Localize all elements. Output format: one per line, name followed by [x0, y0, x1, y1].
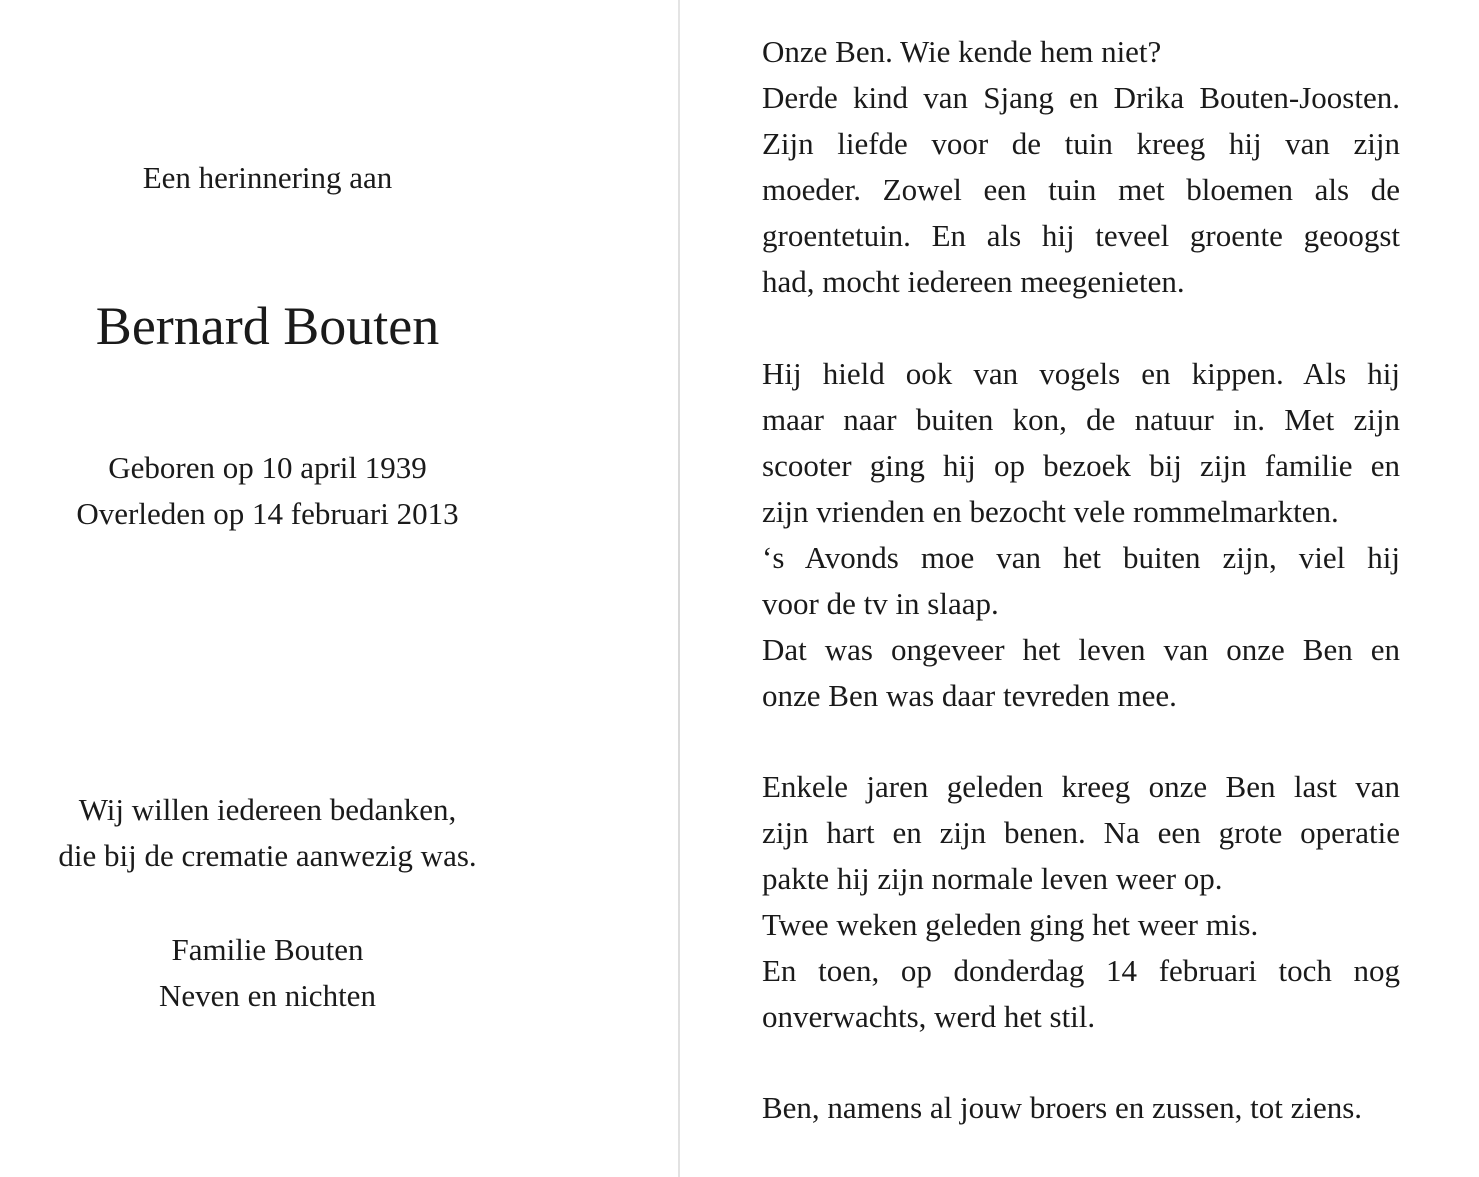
text-line: scooter ging hij op bezoek bij zijn familie en — [762, 448, 1400, 483]
text-line: Twee weken geleden ging het weer mis. — [762, 907, 1259, 942]
text-line: groentetuin. En als hij teveel groente geoogst — [762, 218, 1400, 253]
memorial-paragraph — [762, 351, 1400, 719]
text-line: Zijn liefde voor de tuin kreeg hij van zijn — [762, 126, 1400, 161]
text-line: had, mocht iedereen meegenieten. — [762, 264, 1185, 299]
family-line: Neven en nichten — [159, 978, 376, 1013]
memorial-paragraph — [762, 764, 1400, 1040]
birth-date: Geboren op 10 april 1939 — [108, 450, 427, 485]
thanks-line: Wij willen iedereen bedanken, — [78, 792, 457, 827]
family-line: Familie Bouten — [171, 932, 364, 967]
family-signature — [0, 927, 535, 1019]
text-line: zijn hart en zijn benen. Na een grote operatie — [762, 815, 1400, 850]
intro-text: Een herinnering aan — [142, 160, 393, 195]
thanks-line: die bij de crematie aanwezig was. — [58, 838, 477, 873]
text-line: En toen, op donderdag 14 februari toch nog — [762, 953, 1400, 988]
deceased-name: Bernard Bouten — [95, 296, 440, 356]
text-line: Derde kind van Sjang en Drika Bouten-Joosten. — [762, 80, 1400, 115]
text-line: Enkele jaren geleden kreeg onze Ben last van — [762, 769, 1400, 804]
thanks-message — [0, 787, 535, 879]
death-date: Overleden op 14 februari 2013 — [76, 496, 459, 531]
memorial-paragraph — [762, 1085, 1400, 1131]
text-line: onze Ben was daar tevreden mee. — [762, 678, 1177, 713]
text-line: onverwachts, werd het stil. — [762, 999, 1096, 1034]
life-dates — [0, 445, 535, 537]
text-line: ‘s Avonds moe van het buiten zijn, viel hij — [762, 540, 1400, 575]
farewell-line: Ben, namens al jouw broers en zussen, tot ziens. — [762, 1090, 1363, 1125]
text-line: zijn vrienden en bezocht vele rommelmarkten. — [762, 494, 1339, 529]
text-line: Dat was ongeveer het leven van onze Ben en — [762, 632, 1400, 667]
right-page — [682, 0, 1479, 1177]
left-page — [0, 0, 678, 1177]
text-line: pakte hij zijn normale leven weer op. — [762, 861, 1223, 896]
text-line: maar naar buiten kon, de natuur in. Met zijn — [762, 402, 1400, 437]
card-fold-line — [678, 0, 680, 1177]
text-line: Onze Ben. Wie kende hem niet? — [762, 34, 1162, 69]
text-line: Hij hield ook van vogels en kippen. Als hij — [762, 356, 1400, 391]
text-line: voor de tv in slaap. — [762, 586, 999, 621]
text-line: moeder. Zowel een tuin met bloemen als de — [762, 172, 1400, 207]
memorial-paragraph — [762, 29, 1400, 305]
